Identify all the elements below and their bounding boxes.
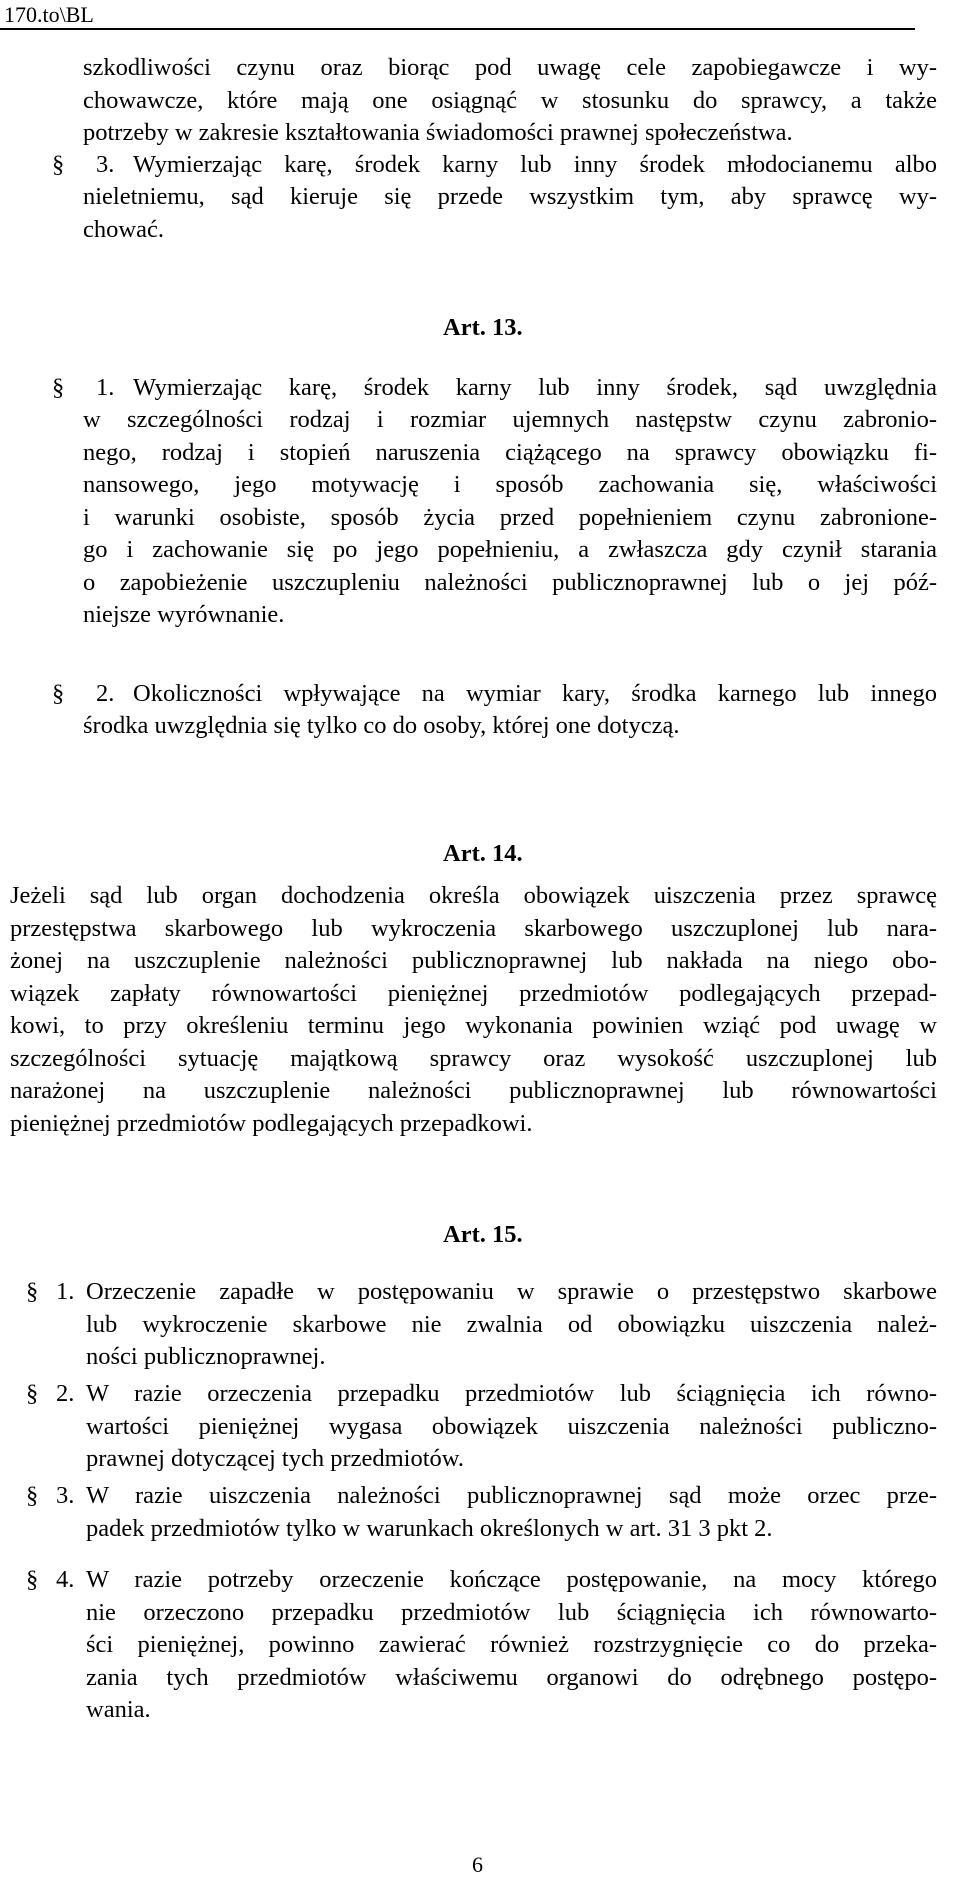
paragraph-art13-2-cont [83, 710, 937, 743]
text-line: prawnej dotyczącej tych przedmiotów. [86, 1445, 465, 1472]
text-line: W razie potrzeby orzeczenie kończące postępowanie, na mocy którego [86, 1566, 937, 1593]
text-line: potrzeby w zakresie kształtowania świadomości prawnej społeczeństwa. [83, 119, 793, 146]
paragraph-number: 1. [56, 1278, 75, 1305]
text-line: wiązek zapłaty równowartości pieniężnej przedmiotów podlegających przepad- [10, 979, 937, 1007]
section-symbol: § [26, 1380, 39, 1407]
text-line: i warunki osobiste, sposób życia przed popełnieniem czynu zabronione- [83, 503, 937, 531]
text-line: w szczególności rodzaj i rozmiar ujemnych następstw czynu zabronio- [83, 406, 937, 433]
text-line: środka uwzględnia się tylko co do osoby, której one dotyczą. [83, 712, 680, 739]
text-line: niejsze wyrównanie. [83, 601, 285, 628]
paragraph-art13-2 [133, 678, 937, 711]
paragraph-art15-1 [86, 1276, 937, 1374]
text-line: W razie orzeczenia przepadku przedmiotów lub ściągnięcia ich równo- [86, 1380, 937, 1407]
text-line: wania. [86, 1696, 151, 1723]
text-line: nieletniemu, sąd kieruje się przede wszystkim tym, aby sprawcę wy- [83, 183, 937, 210]
document-header: 170.to\BL [4, 2, 94, 27]
paragraph-art12-3 [133, 149, 937, 182]
text-line: nansowego, jego motywację i sposób zachowania się, właściwości [83, 471, 937, 498]
paragraph-number: 3. [56, 1482, 75, 1509]
header-rule [0, 28, 915, 30]
text-line: żonej na uszczuplenie należności publicznoprawnej lub nakłada na niego obo- [10, 947, 937, 974]
text-line: padek przedmiotów tylko w warunkach określonych w art. 31 3 pkt 2. [86, 1514, 773, 1542]
text-line: ności publicznoprawnej. [86, 1343, 326, 1370]
page-number: 6 [472, 1852, 483, 1877]
text-line: go i zachowanie się po jego popełnieniu, a zwłaszcza gdy czynił starania [83, 536, 937, 563]
text-line: Okoliczności wpływające na wymiar kary, środka karnego lub innego [133, 680, 937, 707]
text-line: Jeżeli sąd lub organ dochodzenia określa obowiązek uiszczenia przez sprawcę [10, 882, 937, 909]
section-symbol: § [26, 1278, 39, 1305]
paragraph-number: 2. [96, 680, 115, 707]
section-symbol: § [26, 1566, 39, 1593]
text-line: pieniężnej przedmiotów podlegających przepadkowi. [10, 1109, 533, 1137]
section-symbol: § [52, 374, 65, 401]
paragraph-art12-3-cont [83, 181, 937, 246]
text-line: W razie uiszczenia należności publicznoprawnej sąd może orzec prze- [86, 1482, 937, 1509]
text-line: Wymierzając karę, środek karny lub inny środek, sąd uwzględnia [133, 374, 937, 401]
text-line: narażonej na uszczuplenie należności publicznoprawnej lub równowartości [10, 1077, 937, 1104]
text-line: przestępstwa skarbowego lub wykroczenia skarbowego uszczuplonej lub nara- [10, 914, 937, 942]
section-symbol: § [52, 151, 65, 178]
paragraph-art15-4 [86, 1564, 937, 1727]
section-symbol: § [26, 1482, 39, 1509]
text-line: chowawcze, które mają one osiągnąć w stosunku do sprawcy, a także [83, 86, 937, 114]
text-line: wartości pieniężnej wygasa obowiązek uiszczenia należności publiczno- [86, 1412, 937, 1440]
text-line: Wymierzając karę, środek karny lub inny środek młodocianemu albo [133, 151, 937, 178]
text-line: szkodliwości czynu oraz biorąc pod uwagę cele zapobiegawcze i wy- [83, 54, 937, 81]
top-paragraph [83, 52, 937, 150]
paragraph-art15-3 [86, 1480, 937, 1545]
article-14-title: Art. 14. [443, 840, 523, 867]
article-13-title: Art. 13. [443, 314, 523, 341]
paragraph-art14 [10, 880, 937, 1140]
text-line: kowi, to przy określeniu terminu jego wykonania powinien wziąć pod uwagę w [10, 1012, 937, 1039]
paragraph-art13-1-cont [83, 404, 937, 632]
text-line: zania tych przedmiotów właściwemu organowi do odrębnego postępo- [86, 1663, 937, 1691]
text-line: Orzeczenie zapadłe w postępowaniu w sprawie o przestępstwo skarbowe [86, 1278, 937, 1305]
paragraph-number: 1. [96, 374, 115, 401]
text-line: nie orzeczono przepadku przedmiotów lub ściągnięcia ich równowarto- [86, 1598, 937, 1626]
text-line: o zapobieżenie uszczupleniu należności publicznoprawnej lub o jej póź- [83, 568, 937, 596]
text-line: lub wykroczenie skarbowe nie zwalnia od obowiązku uiszczenia należ- [86, 1310, 937, 1338]
text-line: nego, rodzaj i stopień naruszenia ciążącego na sprawcy obowiązku fi- [83, 438, 937, 466]
paragraph-number: 3. [96, 151, 115, 178]
text-line: chować. [83, 215, 164, 243]
section-symbol: § [52, 680, 65, 707]
text-line: szczególności sytuację majątkową sprawcy oraz wysokość uszczuplonej lub [10, 1044, 937, 1072]
paragraph-art15-2 [86, 1378, 937, 1476]
paragraph-number: 2. [56, 1380, 75, 1407]
text-line: ści pieniężnej, powinno zawierać również rozstrzygnięcie co do przeka- [86, 1631, 937, 1658]
paragraph-art13-1 [133, 372, 937, 405]
paragraph-number: 4. [56, 1566, 75, 1593]
article-15-title: Art. 15. [443, 1221, 523, 1248]
